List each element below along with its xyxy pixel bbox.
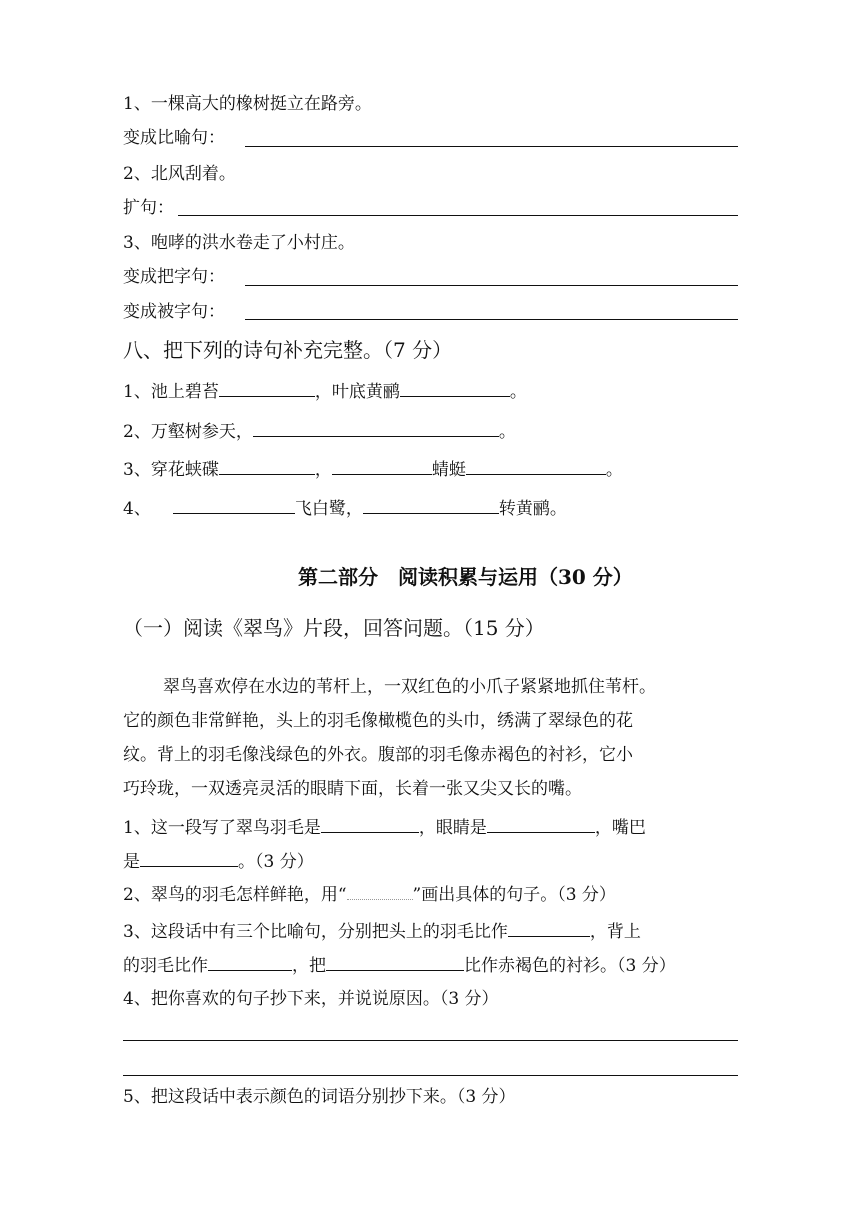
label-expand: 扩句： [123,198,174,218]
blank[interactable] [253,418,499,437]
blank[interactable] [219,378,315,397]
blank[interactable] [173,495,295,514]
blank[interactable] [332,456,432,475]
label-bei-sentence: 变成被字句： [123,302,225,322]
reading-question-5: 5、把这段话中表示颜色的词语分别抄下来。（3 分） [123,1087,516,1107]
reading-1-title: （一）阅读《翠鸟》片段，回答问题。（15 分） [123,616,545,640]
question-7-2: 2、北风刮着。 [123,164,236,184]
answer-line[interactable] [245,285,738,286]
question-7-3: 3、咆哮的洪水卷走了小村庄。 [123,233,355,253]
poem-line-3: 3、穿花蛱碟 ， 蜻蜓 。 [123,456,623,482]
reading-question-3-cont: 的羽毛比作 ，把 比作赤褐色的衬衫。（3 分） [123,952,676,978]
question-7-1: 1、一棵高大的橡树挺立在路旁。 [123,94,372,114]
blank[interactable] [219,456,315,475]
label-ba-sentence: 变成把字句： [123,267,225,287]
wavy-underline-icon [347,885,413,900]
answer-line[interactable] [123,1075,738,1076]
answer-line[interactable] [245,146,738,147]
label-simile: 变成比喻句： [123,128,225,148]
reading-question-4: 4、把你喜欢的句子抄下来，并说说原因。（3 分） [123,989,499,1009]
blank[interactable] [466,456,606,475]
poem-line-2: 2、万壑树参天， 。 [123,418,516,444]
answer-line[interactable] [245,319,738,320]
passage: 翠鸟喜欢停在水边的苇杆上，一双红色的小爪子紧紧地抓住苇杆。 它的颜色非常鲜艳，头上的羽毛像橄榄色的头巾，绣满了翠绿色的花 纹。背上的羽毛像浅绿色的外衣。腹部的羽毛像赤褐色的衬衫，它小 巧玲珑，一双透亮灵活的眼睛下面，长着一张又尖又长的嘴。 [123,677,656,799]
blank[interactable] [140,848,238,867]
section-8-title: 八、把下列的诗句补充完整。（7 分） [123,338,453,362]
poem-line-1: 1、池上碧苔 ，叶底黄鹂 。 [123,378,527,404]
answer-line[interactable] [178,215,738,216]
reading-question-1: 1、这一段写了翠鸟羽毛是 ，眼睛是 ，嘴巴 [123,814,646,840]
poem-line-4: 4、 飞白鹭， 转黄鹂。 [123,495,567,521]
blank[interactable] [363,495,499,514]
part-2-title: 第二部分 阅读积累与运用（30 分） [298,565,633,589]
blank[interactable] [321,814,419,833]
blank[interactable] [400,378,510,397]
blank[interactable] [487,814,595,833]
blank[interactable] [208,952,292,971]
answer-line[interactable] [123,1040,738,1041]
blank[interactable] [508,918,590,937]
blank[interactable] [326,952,464,971]
reading-question-2: 2、翠鸟的羽毛怎样鲜艳，用“ ”画出具体的句子。（3 分） [123,885,616,905]
reading-question-3: 3、这段话中有三个比喻句，分别把头上的羽毛比作 ，背上 [123,918,641,944]
reading-question-1-cont: 是 。（3 分） [123,848,314,874]
